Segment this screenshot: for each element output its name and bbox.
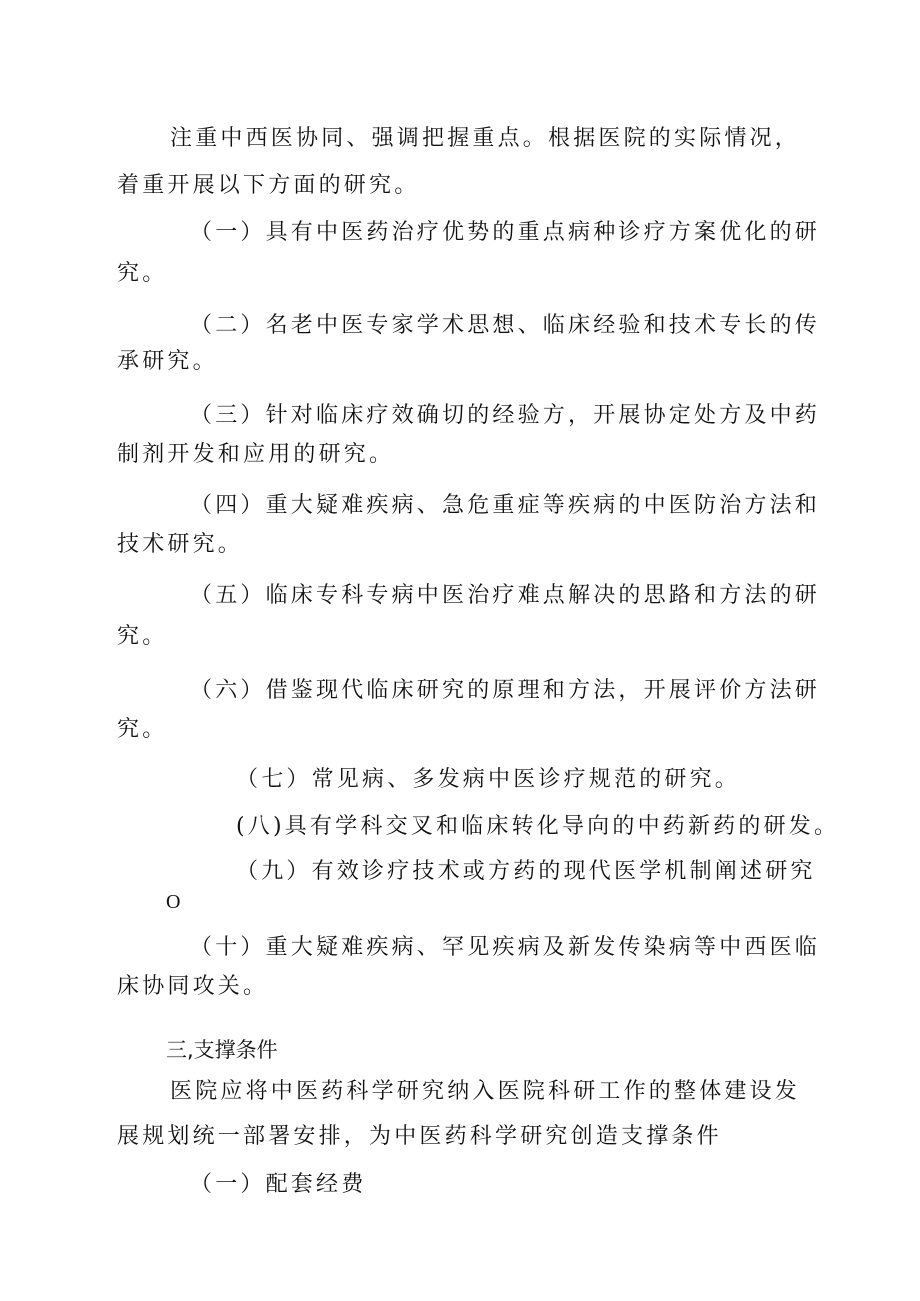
item-1-line-1: （一）具有中医药治疗优势的重点病种诊疗方案优化的研 [190, 220, 821, 245]
item-6-line-1: （六）借鉴现代临床研究的原理和方法，开展评价方法研 [190, 678, 821, 703]
item-10-line-2: 床协同攻关。 [117, 974, 269, 999]
paragraph-intro-line-2: 着重开展以下方面的研究。 [117, 173, 420, 198]
item-3-line-1: （三）针对临床疗效确切的经验方，开展协定处方及中药 [190, 403, 821, 428]
item-7: （七）常见病、多发病中医诊疗规范的研究。 [236, 767, 741, 792]
paragraph-intro-line-1: 注重中西医协同、强调把握重点。根据医院的实际情况， [170, 126, 801, 151]
item-5-line-1: （五）临床专科专病中医治疗难点解决的思路和方法的研 [190, 583, 821, 608]
item-9-line-2: O [166, 891, 181, 913]
item-8: (八)具有学科交叉和临床转化导向的中药新药的研发。 [236, 814, 840, 839]
item-4-line-2: 技术研究。 [117, 532, 244, 557]
item-1-line-2: 究。 [117, 261, 168, 286]
item-3-line-2: 制剂开发和应用的研究。 [117, 442, 395, 467]
support-paragraph-line-1: 医院应将中医药科学研究纳入医院科研工作的整体建设发 [170, 1079, 801, 1104]
subheading-funding: （一）配套经费 [190, 1172, 367, 1197]
item-2-line-2: 承研究。 [117, 349, 218, 374]
item-2-line-1: （二）名老中医专家学术思想、临床经验和技术专长的传 [190, 313, 821, 338]
item-6-line-2: 究。 [117, 717, 168, 742]
item-5-line-2: 究。 [117, 624, 168, 649]
item-9-line-1: （九）有效诊疗技术或方药的现代医学机制阐述研究 [236, 859, 816, 884]
item-4-line-1: （四）重大疑难疾病、急危重症等疾病的中医防治方法和 [190, 493, 821, 518]
section-heading-support-conditions: 三,支撑条件 [166, 1038, 278, 1062]
support-paragraph-line-2: 展规划统一部署安排，为中医药科学研究创造支撑条件 [117, 1124, 722, 1149]
item-10-line-1: （十）重大疑难疾病、罕见疾病及新发传染病等中西医临 [190, 935, 821, 960]
